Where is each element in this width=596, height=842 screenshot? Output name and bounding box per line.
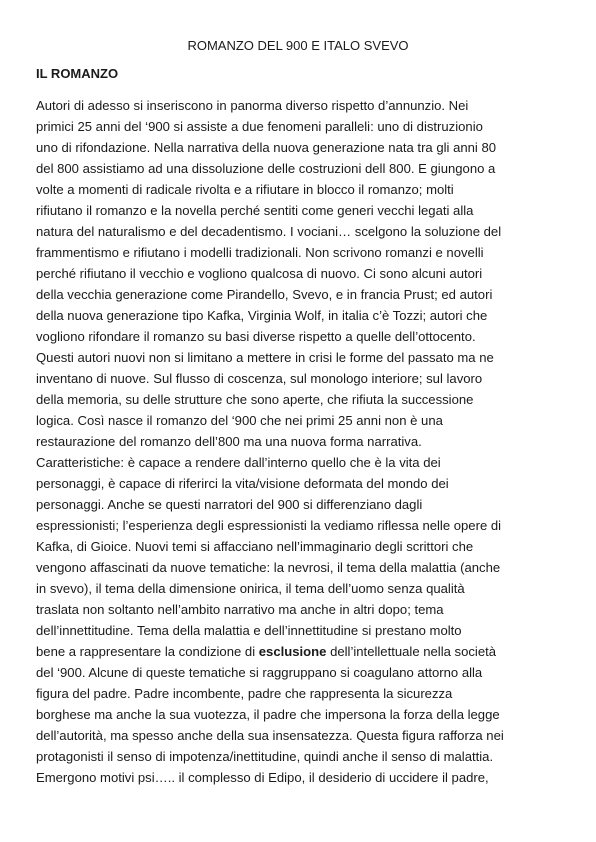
text-line: dell’innettitudine. Tema della malattia e dell’innettitudine si prestano molto (36, 623, 462, 638)
text-line: traslata non soltanto nell’ambito narrativo ma anche in altri dopo; tema (36, 602, 444, 617)
text-line: espressionisti; l’esperienza degli espressionisti la vediamo riflessa nelle opere di (36, 518, 502, 533)
text-line: della memoria, su delle strutture che sono aperte, che rifiuta la successione (36, 392, 474, 407)
text-line: primici 25 anni del ‘900 si assiste a due fenomeni paralleli: uno di distruzionio (36, 119, 483, 134)
section-heading: IL ROMANZO (36, 66, 119, 81)
text-line: del 800 assistiamo ad una dissoluzione delle costruzioni dell 800. E giungono a (36, 161, 496, 176)
text-line: personaggi. Anche se questi narratori del 900 si differenziano dagli (36, 497, 423, 512)
text-line: figura del padre. Padre incombente, padre che rappresenta la sicurezza (36, 686, 453, 701)
text-line: Caratteristiche: è capace a rendere dall’interno quello che è la vita dei (36, 455, 441, 470)
text-line (36, 641, 570, 662)
text-line: Emergono motivi psi….. il complesso di Edipo, il desiderio di uccidere il padre, (36, 770, 489, 785)
document-title: ROMANZO DEL 900 E ITALO SVEVO (187, 38, 409, 53)
text-line: Kafka, di Gioice. Nuovi temi si affacciano nell’immaginario degli scrittori che (36, 539, 474, 554)
text-line: dell’autorità, ma spesso anche della sua insensatezza. Questa figura rafforza nei (36, 728, 504, 743)
text-line: protagonisti il senso di impotenza/inettitudine, quindi anche il senso di malattia. (36, 749, 494, 764)
text-line: Questi autori nuovi non si limitano a mettere in crisi le forme del passato ma ne (36, 350, 494, 365)
text-line: volte a momenti di radicale rivolta e a rifiutare in blocco il romanzo; molti (36, 182, 454, 197)
text-line: logica. Così nasce il romanzo del ‘900 che nei primi 25 anni non è una (36, 413, 443, 428)
text-line: borghese ma anche la sua vuotezza, il padre che impersona la forza della legge (36, 707, 500, 722)
body-text (36, 95, 570, 788)
text-line: vogliono rifondare il romanzo su basi diverse rispetto a quelle dell’ottocento. (36, 329, 476, 344)
text-segment: bene a rappresentare la condizione di (36, 644, 259, 659)
text-line: natura del naturalismo e del decadentismo. I vociani… scelgono la soluzione del (36, 224, 502, 239)
text-line: vengono affascinati da nuove tematiche: la nevrosi, il tema della malattia (anche (36, 560, 501, 575)
text-line: Autori di adesso si inseriscono in panorma diverso rispetto d’annunzio. Nei (36, 98, 469, 113)
text-line: restaurazione del romanzo dell’800 ma una nuova forma narrativa. (36, 434, 422, 449)
bold-term: esclusione (258, 644, 327, 659)
text-line: della vecchia generazione come Pirandello, Svevo, e in francia Prust; ed autori (36, 287, 493, 302)
text-line: in svevo), il tema della dimensione onirica, il tema dell’uomo senza qualità (36, 581, 465, 596)
text-line: perché rifiutano il vecchio e vogliono qualcosa di nuovo. Ci sono alcuni autori (36, 266, 483, 281)
text-line: della nuova generazione tipo Kafka, Virginia Wolf, in italia c’è Tozzi; autori che (36, 308, 488, 323)
text-line: inventano di nuove. Sul flusso di coscenza, sul monologo interiore; sul lavoro (36, 371, 483, 386)
text-line: rifiutano il romanzo e la novella perché sentiti come generi vecchi legati alla (36, 203, 474, 218)
text-line: uno di rifondazione. Nella narrativa della nuova generazione nata tra gli anni 80 (36, 140, 497, 155)
text-segment: dell’intellettuale nella società (326, 644, 497, 659)
text-line: frammentismo e rifiutano i modelli tradizionali. Non scrivono romanzi e novelli (36, 245, 484, 260)
text-line: personaggi, è capace di riferirci la vita/visione deformata del mondo dei (36, 476, 449, 491)
text-line: del ‘900. Alcune di queste tematiche si raggruppano si coagulano attorno alla (36, 665, 483, 680)
